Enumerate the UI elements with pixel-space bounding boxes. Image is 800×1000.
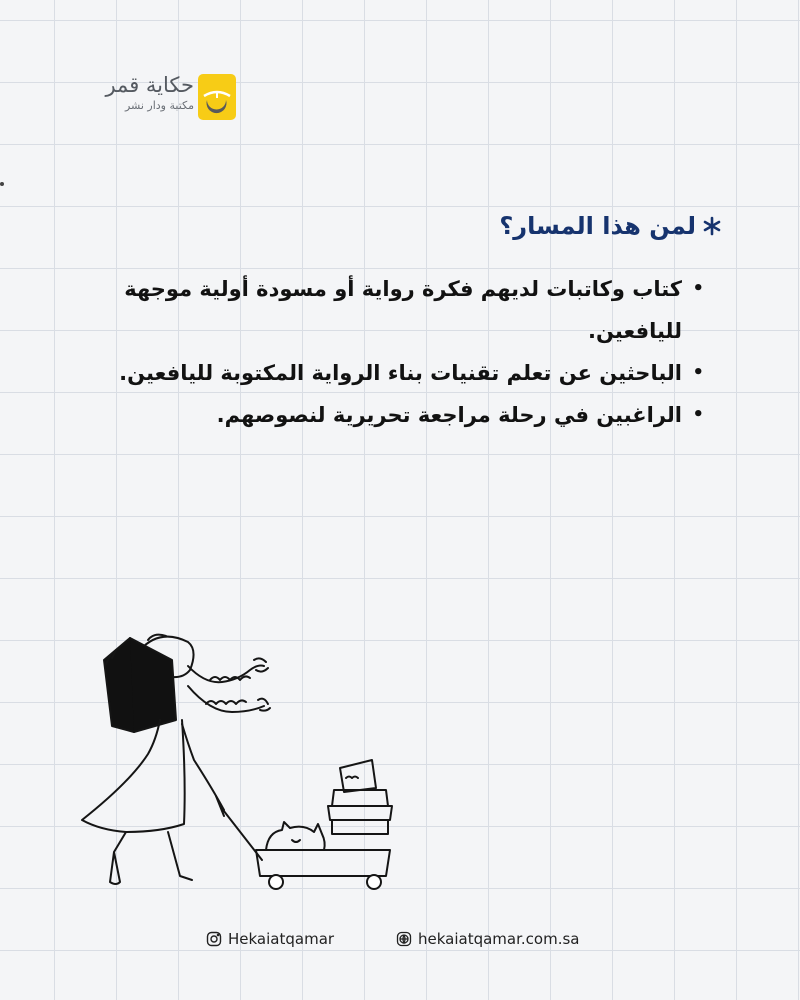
audience-item: • الراغبين في رحلة مراجعة تحريرية لنصوصهم. [104, 394, 704, 436]
black-book-back [130, 638, 176, 732]
footer [0, 930, 800, 954]
brand-logo[interactable] [80, 70, 240, 126]
girl-braid-lower-knots [206, 700, 246, 704]
girl-braid-upper-knots [210, 676, 250, 680]
instagram-link[interactable] [206, 930, 334, 948]
section-heading [499, 212, 722, 240]
girl-dress [82, 720, 185, 832]
cat [266, 822, 325, 850]
girl-reading-book-pulling-wagon-with-cat-and-books-illustration [70, 620, 410, 900]
website-url: hekaiatqamar.com.sa [418, 930, 580, 948]
wagon-wheel-left [269, 875, 283, 889]
audience-item: • الباحثين عن تعلم تقنيات بناء الرواية المكتوبة لليافعين. [104, 352, 704, 394]
instagram-handle: Hekaiatqamar [228, 930, 335, 948]
girl-leg-right [168, 832, 192, 880]
girl-arm [182, 724, 224, 810]
girl-braid-upper [188, 666, 264, 683]
instagram-icon [206, 931, 222, 947]
wagon-book [328, 806, 392, 820]
girl-leg-left [110, 832, 126, 884]
moon-book-logo-icon [198, 74, 236, 120]
website-link[interactable] [396, 930, 579, 948]
girl-braid-lower-tip [258, 699, 270, 711]
wagon-book [340, 760, 376, 792]
wagon-wheel-right [367, 875, 381, 889]
cat-eye [292, 840, 300, 842]
wagon-book [332, 820, 388, 834]
audience-item: • كتاب وكاتبات لديهم فكرة رواية أو مسودة أولية موجهة لليافعين. [104, 268, 704, 352]
brand-text [105, 72, 194, 114]
brand-tagline: مكتبة ودار نشر [124, 99, 194, 112]
girl-braid-lower [188, 686, 264, 712]
wagon-cart [256, 850, 390, 876]
brand-name: حكاية قمر [105, 73, 194, 97]
heading-text: لمن هذا المسار؟ [499, 212, 696, 240]
wagon-book [332, 790, 388, 806]
audience-list [104, 268, 704, 436]
book-cover-mark [346, 777, 358, 779]
globe-icon [396, 931, 412, 947]
asterisk-star-icon [702, 216, 722, 236]
corner-dot [0, 182, 4, 186]
